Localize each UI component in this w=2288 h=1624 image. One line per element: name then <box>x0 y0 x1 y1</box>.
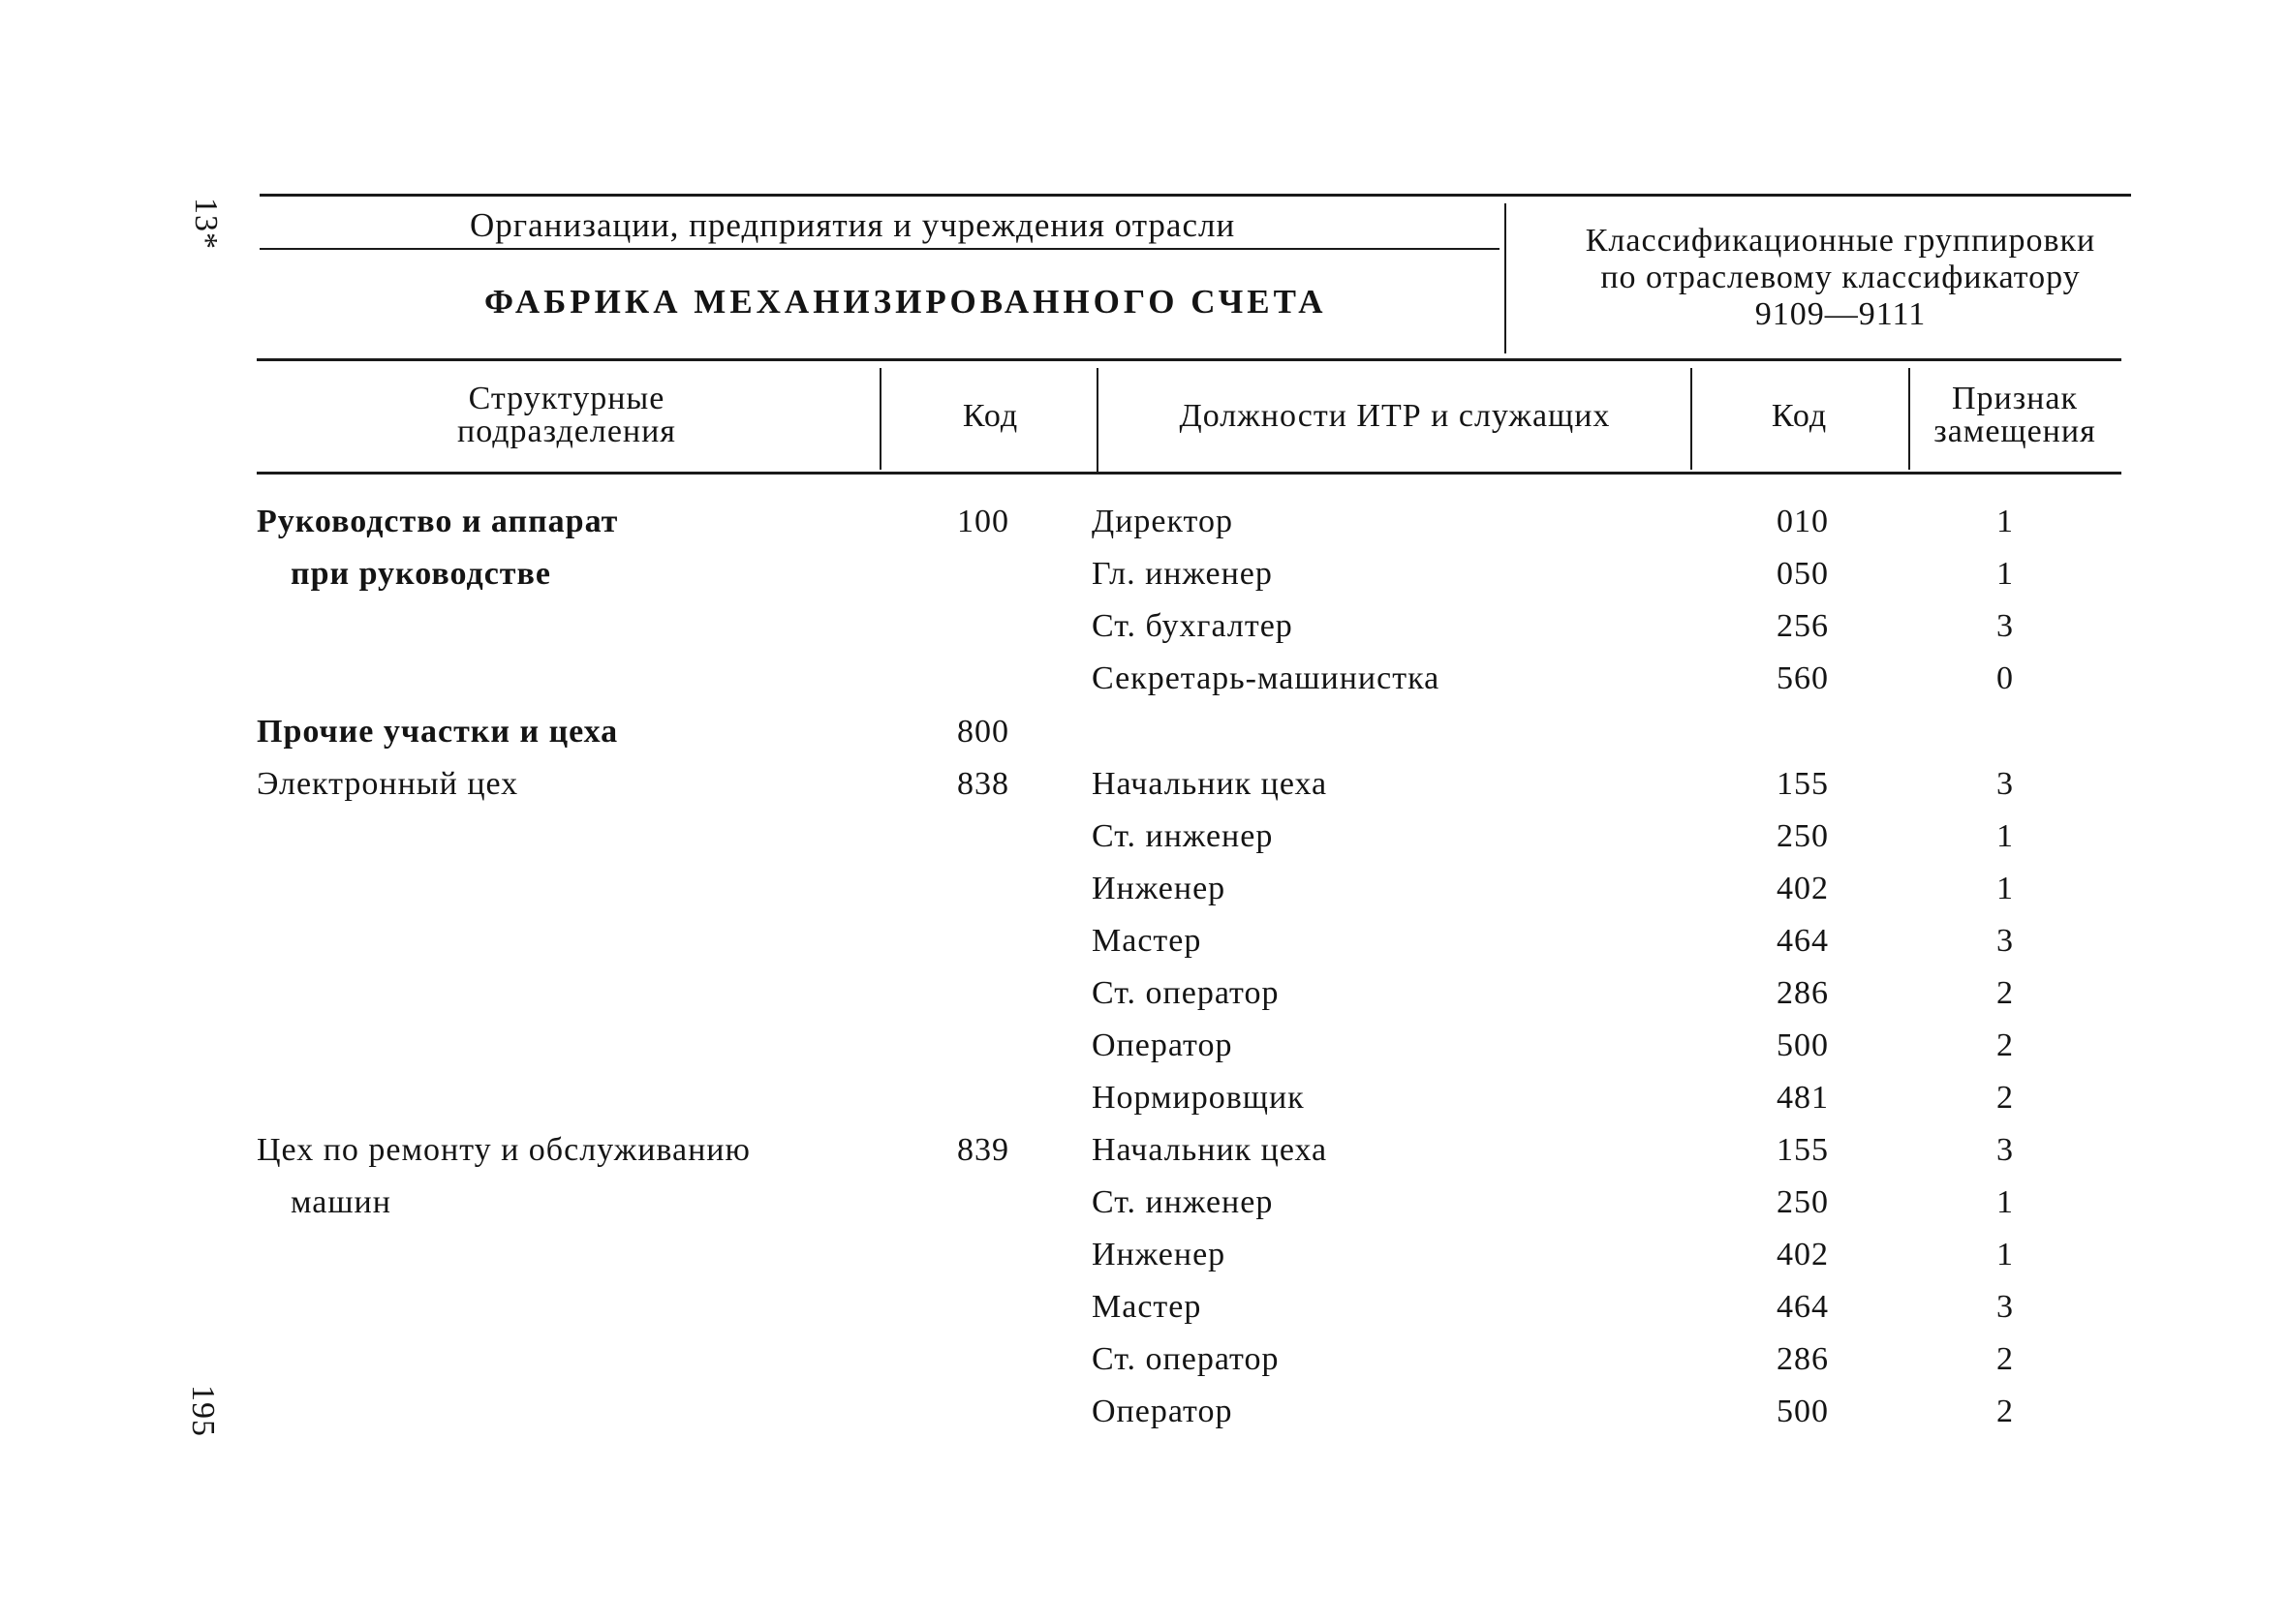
col-divider-2 <box>1097 368 1098 473</box>
organizations-heading: Организации, предприятия и учреждения отрасли <box>470 206 1236 244</box>
table-row <box>0 766 2288 818</box>
column-header-bottom-rule <box>257 472 2121 475</box>
factory-title: ФАБРИКА МЕХАНИЗИРОВАННОГО СЧЕТА <box>484 283 1327 321</box>
position-code: 155 <box>1777 766 1829 802</box>
unit-code: 838 <box>957 766 1009 802</box>
position-name: Ст. инженер <box>1092 818 1274 854</box>
replacement-sign: 1 <box>1996 1237 2014 1272</box>
position-name: Секретарь-машинистка <box>1092 660 1440 696</box>
unit-name: Цех по ремонту и обслуживанию <box>257 1132 751 1168</box>
position-code: 250 <box>1777 818 1829 854</box>
unit-name: Прочие участки и цеха <box>257 714 619 750</box>
unit-name: Руководство и аппарат <box>257 504 619 539</box>
table-row <box>0 660 2288 713</box>
position-code: 464 <box>1777 1289 1829 1325</box>
unit-name: машин <box>291 1184 391 1220</box>
replacement-sign: 3 <box>1996 1132 2014 1168</box>
position-code: 464 <box>1777 923 1829 959</box>
col-divider-3 <box>1690 368 1692 470</box>
position-code: 250 <box>1777 1184 1829 1220</box>
replacement-sign: 3 <box>1996 923 2014 959</box>
table-row <box>0 818 2288 871</box>
position-name: Ст. инженер <box>1092 1184 1274 1220</box>
replacement-sign: 1 <box>1996 504 2014 539</box>
position-name: Нормировщик <box>1092 1080 1305 1116</box>
position-code: 500 <box>1777 1394 1829 1429</box>
table-row <box>0 504 2288 556</box>
replacement-sign: 3 <box>1996 608 2014 644</box>
unit-name: Электронный цех <box>257 766 519 802</box>
position-code: 560 <box>1777 660 1829 696</box>
position-code: 286 <box>1777 1341 1829 1377</box>
position-name: Инженер <box>1092 1237 1226 1272</box>
position-name: Оператор <box>1092 1394 1233 1429</box>
unit-code: 100 <box>957 504 1009 539</box>
replacement-sign: 1 <box>1996 556 2014 592</box>
table-row <box>0 1184 2288 1237</box>
table-row <box>0 1394 2288 1446</box>
position-code: 286 <box>1777 975 1829 1011</box>
table-row <box>0 608 2288 660</box>
position-code: 500 <box>1777 1027 1829 1063</box>
table-row <box>0 1027 2288 1080</box>
replacement-sign: 2 <box>1996 1341 2014 1377</box>
table-row <box>0 871 2288 923</box>
column-header-sign: Признак замещения <box>1933 381 2096 449</box>
position-name: Ст. оператор <box>1092 975 1280 1011</box>
header-top-rule <box>260 194 2131 197</box>
classification-line-1: Классификационные группировки <box>1585 223 2096 259</box>
column-header-position-code: Код <box>1771 398 1828 434</box>
classification-heading <box>1530 223 2150 333</box>
replacement-sign: 2 <box>1996 1027 2014 1063</box>
unit-code: 839 <box>957 1132 1009 1168</box>
column-header-units: Структурные подразделения <box>457 381 676 449</box>
column-header-unit-code: Код <box>962 398 1019 434</box>
table-row <box>0 1341 2288 1394</box>
position-name: Оператор <box>1092 1027 1233 1063</box>
table-row <box>0 1132 2288 1184</box>
position-code: 402 <box>1777 871 1829 906</box>
col-divider-1 <box>880 368 881 470</box>
position-name: Инженер <box>1092 871 1226 906</box>
replacement-sign: 3 <box>1996 1289 2014 1325</box>
table-row <box>0 975 2288 1027</box>
unit-code: 800 <box>957 714 1009 750</box>
replacement-sign: 0 <box>1996 660 2014 696</box>
table-row <box>0 1237 2288 1289</box>
replacement-sign: 1 <box>1996 818 2014 854</box>
page-number: 195 <box>185 1385 221 1437</box>
position-code: 010 <box>1777 504 1829 539</box>
table-row <box>0 1080 2288 1132</box>
classification-line-3: 9109—9111 <box>1754 296 1927 332</box>
replacement-sign: 2 <box>1996 975 2014 1011</box>
column-header-positions: Должности ИТР и служащих <box>1179 398 1611 434</box>
replacement-sign: 1 <box>1996 1184 2014 1220</box>
position-code: 050 <box>1777 556 1829 592</box>
replacement-sign: 2 <box>1996 1080 2014 1116</box>
unit-name: при руководстве <box>291 556 551 592</box>
replacement-sign: 3 <box>1996 766 2014 802</box>
classification-line-2: по отраслевому классификатору <box>1600 260 2081 295</box>
position-name: Гл. инженер <box>1092 556 1273 592</box>
position-name: Ст. оператор <box>1092 1341 1280 1377</box>
position-name: Мастер <box>1092 923 1202 959</box>
header-divider <box>1504 203 1506 353</box>
position-code: 155 <box>1777 1132 1829 1168</box>
header-bottom-rule <box>257 358 2121 361</box>
margin-label-top: 13* <box>188 198 224 250</box>
position-name: Ст. бухгалтер <box>1092 608 1293 644</box>
replacement-sign: 2 <box>1996 1394 2014 1429</box>
position-name: Начальник цеха <box>1092 766 1328 802</box>
position-name: Директор <box>1092 504 1233 539</box>
table-row <box>0 923 2288 975</box>
col-divider-4 <box>1908 368 1910 470</box>
header-mid-rule <box>260 248 1500 250</box>
table-row <box>0 1289 2288 1341</box>
position-code: 481 <box>1777 1080 1829 1116</box>
replacement-sign: 1 <box>1996 871 2014 906</box>
position-name: Мастер <box>1092 1289 1202 1325</box>
position-name: Начальник цеха <box>1092 1132 1328 1168</box>
table-row <box>0 556 2288 608</box>
position-code: 402 <box>1777 1237 1829 1272</box>
position-code: 256 <box>1777 608 1829 644</box>
table-row <box>0 714 2288 766</box>
